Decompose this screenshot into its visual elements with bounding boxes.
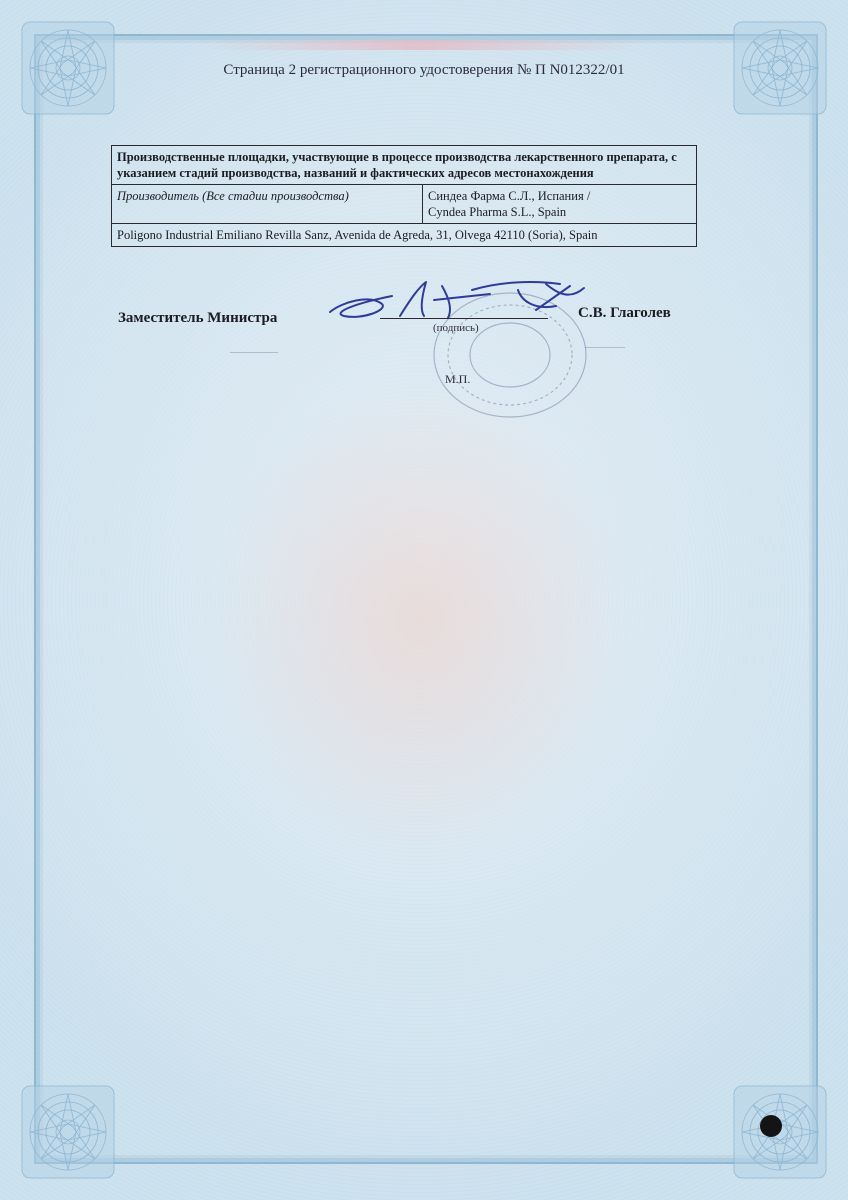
table-row	[112, 224, 697, 247]
manufacturer-name	[423, 185, 697, 224]
faint-mark	[585, 347, 625, 348]
seal-placeholder-label: М.П.	[445, 372, 471, 386]
table-row	[112, 185, 697, 224]
manufacturer-address: Poligono Industrial Emiliano Revilla Sanz, Avenida de Agreda, 31, Olvega 42110 (Soria), Spain	[112, 224, 697, 247]
signature-line	[380, 318, 548, 319]
signer-position: Заместитель Министра	[118, 310, 278, 326]
manufacturer-role: Производитель (Все стадии производства)	[112, 185, 423, 224]
corner-rosette-bottom-left	[18, 1082, 118, 1182]
border-accent	[200, 40, 640, 50]
punch-hole	[760, 1115, 782, 1137]
signer-name: С.В. Глаголев	[578, 305, 671, 321]
signature-caption: (подпись)	[433, 322, 479, 334]
faint-mark	[230, 352, 278, 353]
table-row	[112, 146, 697, 185]
section-title: Производственные площадки, участвующие в процессе производства лекарственного препарата, с указанием стадий производства, названий и фактических адресов местонахождения	[112, 146, 697, 185]
page-title: Страница 2 регистрационного удостоверения № П N012322/01	[223, 62, 625, 78]
manufacturing-sites-table	[111, 145, 697, 247]
manufacturer-name-ru: Синдеа Фарма С.Л., Испания /	[428, 189, 591, 203]
manufacturer-name-en: Cyndea Pharma S.L., Spain	[428, 205, 567, 219]
